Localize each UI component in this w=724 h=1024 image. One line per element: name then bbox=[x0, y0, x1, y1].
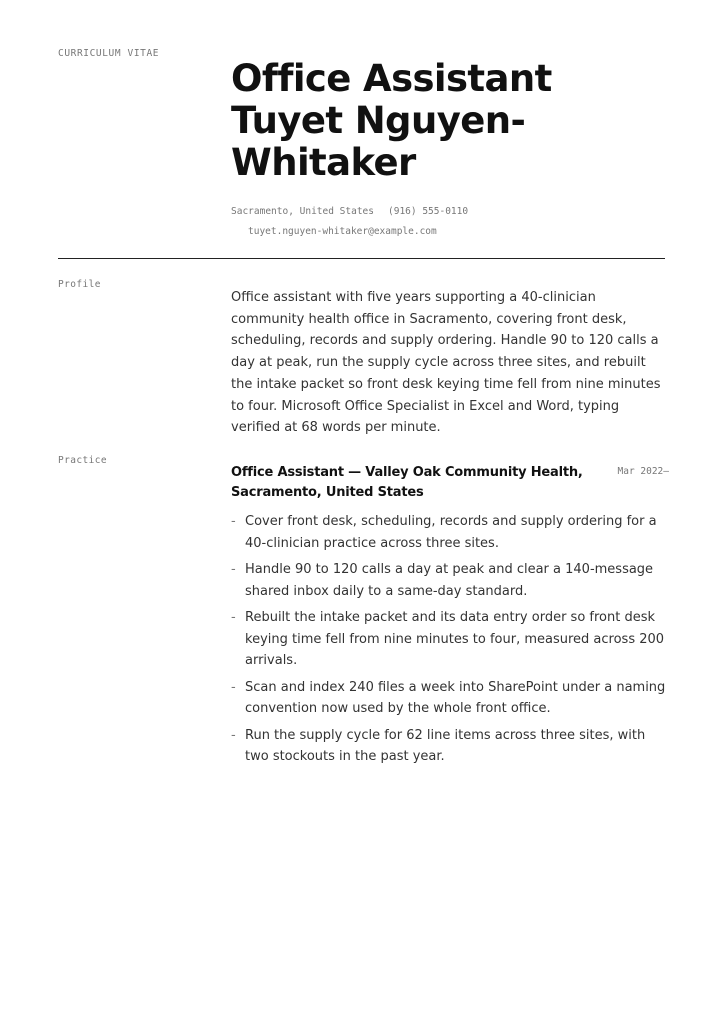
job-entry-header bbox=[231, 463, 667, 503]
contact-phone: (916) 555-0110 bbox=[388, 206, 469, 217]
bullet-text: Rebuilt the intake packet and its data entry order so front desk keying time fell from nine minutes to four, measured across 200 arrivals. bbox=[245, 610, 665, 668]
job-date: Mar 2022– bbox=[617, 466, 669, 477]
bullet-text: Handle 90 to 120 calls a day at peak and clear a 140-message shared inbox daily to a same-day standard. bbox=[245, 562, 654, 599]
contact-info bbox=[231, 202, 468, 242]
list-item bbox=[231, 511, 667, 554]
dash-bullet-icon: - bbox=[231, 727, 236, 743]
contact-row-secondary bbox=[231, 222, 468, 242]
page-title bbox=[231, 58, 671, 184]
list-item bbox=[231, 677, 667, 720]
list-item bbox=[231, 725, 667, 768]
profile-section-label: Profile bbox=[58, 279, 101, 290]
dash-bullet-icon: - bbox=[231, 514, 236, 529]
header-divider bbox=[58, 258, 665, 259]
bullet-text: Scan and index 240 files a week into SharePoint under a naming convention now used by the whole front office. bbox=[245, 679, 666, 716]
dash-bullet-icon: - bbox=[231, 562, 236, 577]
dash-bullet-icon: - bbox=[231, 610, 236, 625]
title-line-role: Office Assistant bbox=[231, 57, 552, 100]
list-item bbox=[231, 559, 667, 602]
document-type-label: CURRICULUM VITAE bbox=[58, 48, 160, 59]
dash-bullet-icon: - bbox=[231, 679, 236, 695]
title-line-name: Tuyet Nguyen- bbox=[231, 99, 526, 142]
profile-summary: Office assistant with five years supporting a 40-clinician community health office in Sacramento, covering front desk, scheduling, records and supply ordering. Handle 90 to 120 calls a day at peak, run the supply cycle across three sites, and rebuilt the intake packet so front desk keying time fell from nine minutes to four. Microsoft Office Specialist in Excel and Word, typing verified at 68 words per minute. bbox=[231, 290, 661, 436]
practice-section-label: Practice bbox=[58, 455, 107, 466]
job-title: Office Assistant — Valley Oak Community Health, Sacramento, United States bbox=[231, 465, 583, 500]
bullet-text: Run the supply cycle for 62 line items across three sites, with two stockouts in the past year. bbox=[245, 727, 646, 764]
contact-location: Sacramento, United States bbox=[231, 206, 374, 217]
contact-email: tuyet.nguyen-whitaker@example.com bbox=[248, 226, 437, 237]
job-bullet-list bbox=[231, 511, 667, 773]
contact-row-primary bbox=[231, 202, 468, 222]
title-line-surname: Whitaker bbox=[231, 141, 416, 184]
bullet-text: Cover front desk, scheduling, records and supply ordering for a 40-clinician practice across three sites. bbox=[245, 514, 657, 551]
list-item bbox=[231, 607, 667, 672]
